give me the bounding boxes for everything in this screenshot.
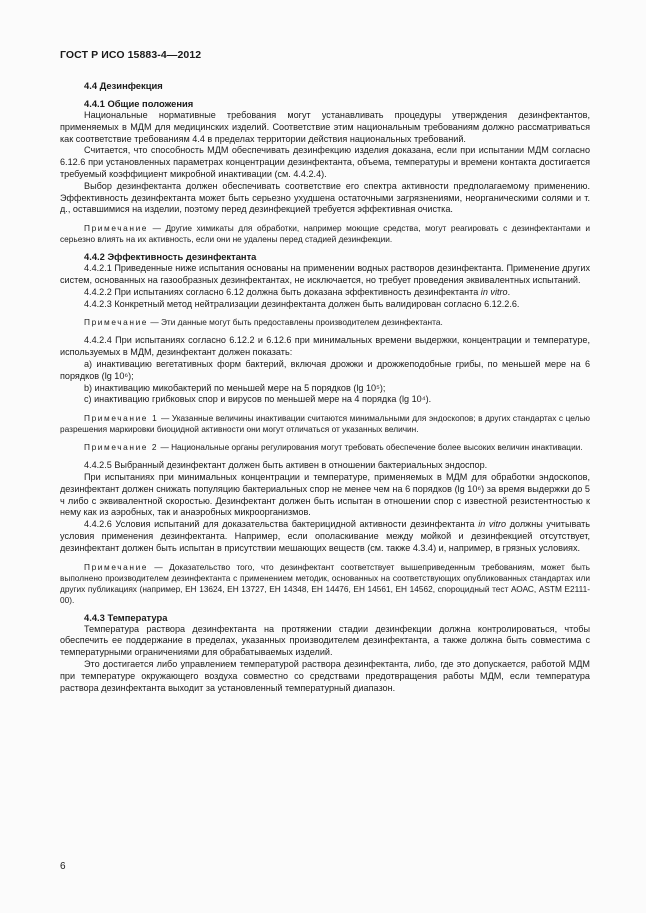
text-run: 4.4.2.2 При испытаниях согласно 6.12 должна быть доказана эффективность дезинфектанта (84, 286, 481, 297)
paragraph: Национальные нормативные требования могут устанавливать процедуры утверждения дезинфектантов, применяемых в МДМ для медицинских изделий. Соответствие этим национальным требованиям должно рассматриваться как соответствие требованиям 4.4 в пределах территории действия национальных требований. (60, 110, 590, 144)
note-label: Примечание 1 (84, 413, 159, 424)
paragraph: Считается, что способность МДМ обеспечивать дезинфекцию изделия доказана, если при испытании МДМ согласно 6.12.6 при установленных параметрах концентрации дезинфектанта, объема, температуры и времени контакта достигается требуемый коэффициент микробной инактивации (см. 4.4.2.4). (60, 145, 590, 179)
note-label: Примечание (84, 561, 149, 572)
text-run: 4.4.2.6 Условия испытаний для доказательства бактерицидной активности дезинфектанта (84, 519, 479, 530)
text-run: , работой МДМ при температуре окружающего воздуха совместно со средствами предотвращения работы МДМ, если температура раствора дезинфектанта выходит за установленный температурный диапазон. (60, 658, 590, 693)
paragraph (60, 287, 590, 299)
list-item: a) инактивацию вегетативных форм бактерий, включая дрожжи и дрожжеподобные грибы, по меньшей мере на 6 порядков (lg 10⁶); (60, 358, 590, 381)
paragraph (60, 519, 590, 554)
document-header: ГОСТ Р ИСО 15883-4—2012 (60, 49, 202, 61)
paragraph: При испытаниях при минимальных концентрации и температуре, применяемых в МДМ для обработки эндоскопов, дезинфектант должен снижать популяцию бактериальных спор не менее чем на 6 порядков (lg 10⁶) за время выдержки до 5 ч либо с эквивалентной скоростью. Дезинфектант должен быть испытан в отношении спор с известной резистентностью к нему как из аэробных, так и анаэробных микроорганизмов. (60, 471, 590, 518)
note-text: — Национальные органы регулирования могут требовать обеспечение более высоких величин инактивации. (158, 442, 583, 453)
page-number: 6 (60, 861, 66, 872)
paragraph: 4.4.2.3 Конкретный метод нейтрализации дезинфектанта должен быть валидирован согласно 6.12.2.6. (84, 298, 520, 309)
note-text: — Другие химикаты для обработки, например моющие средства, могут реагировать с дезинфектантами и серьезно влиять на их активность, если они не удалены перед стадией дезинфекции. (60, 223, 590, 245)
text-run: Это достигается либо управлением температурой раствора дезинфектанта, либо, где это допускает (84, 658, 516, 669)
note (60, 562, 590, 606)
italic-run: ся (516, 658, 526, 669)
note-text: — Доказательство того, что дезинфектант соответствует вышеприведенным требованиям, может быть выполнено производителем дезинфектанта с применением методик, основанных на соответствующих опубликованных стандартах или других публикациях (например, ЕН 13624, ЕН 13727, ЕН 14348, ЕН 14476, ЕН 14561, ЕН 14562, спороцидный тест АОАС, ASTM E2111-00). (60, 561, 590, 605)
document-body (60, 80, 590, 694)
section-4-4-heading: 4.4 Дезинфекция (84, 80, 163, 91)
note-text: — Эти данные могут быть предоставлены производителем дезинфектанта. (148, 317, 443, 328)
paragraph: 4.4.2.5 Выбранный дезинфектант должен быть активен в отношении бактериальных эндоспор. (84, 460, 488, 471)
italic-run: in vitro (478, 519, 507, 530)
note (60, 223, 590, 245)
paragraph: Выбор дезинфектанта должен обеспечивать соответствие его спектра активности предполагаемому применению. Эффективность дезинфектанта может быть серьезно ухудшена остаточными загрязнениями, неорганическими солями и т. д., оставшимися на изделии, поэтому перед дезинфекцией требуется эффективная очистка. (60, 180, 590, 215)
note-label: Примечание (84, 223, 149, 234)
note-text: — Указанные величины инактивации считаются минимальными для эндоскопов; в других стандартах с целью разрешения маркировки биоцидной активности они могут отличаться от указанных величин. (60, 413, 590, 435)
note (60, 317, 590, 328)
text-run: . (507, 286, 511, 297)
paragraph: 4.4.2.4 При испытаниях согласно 6.12.2 и 6.12.6 при минимальных времени выдержки, концентрации и температуре, используемых в МДМ, дезинфектант должен показать: (60, 335, 590, 358)
paragraph: Температура раствора дезинфектанта на протяжении стадии дезинфекции должна контролироваться, чтобы обеспечить ее поддержание в пределах, указанных производителем дезинфектанта, а также должна быть совместима с температурными ограничениями для обрабатываемых изделий. (60, 623, 590, 658)
list-item: b) инактивацию микобактерий по меньшей мере на 5 порядков (lg 10⁵); (84, 382, 386, 393)
note (60, 442, 590, 453)
note-label: Примечание (84, 317, 149, 328)
paragraph (60, 659, 590, 694)
note-label: Примечание 2 (84, 442, 159, 453)
section-4-4-2-heading: 4.4.2 Эффективность дезинфектанта (84, 251, 257, 263)
list-item: c) инактивацию грибковых спор и вирусов по меньшей мере на 4 порядка (lg 10⁴). (84, 394, 432, 405)
note (60, 413, 590, 435)
text-run: должны учитывать условия применения дезинфектанта. Например, если ополаскивание между мойкой и дезинфекцией отсутствует, дезинфектант должен быть испытан в присутствии мешающих веществ (см. также 4.3.4) и, например, в грязных условиях. (60, 519, 590, 553)
paragraph: 4.4.2.1 Приведенные ниже испытания основаны на применении водных растворов дезинфектанта. Применение других систем, основанных на газообразных дезинфектантах, не исключается, но требует проведения эквивалентных испытаний. (60, 263, 590, 285)
section-4-4-1-heading: 4.4.1 Общие положения (84, 98, 194, 109)
italic-run: in vitro (480, 286, 508, 297)
section-4-4-3-heading: 4.4.3 Температура (84, 611, 168, 623)
